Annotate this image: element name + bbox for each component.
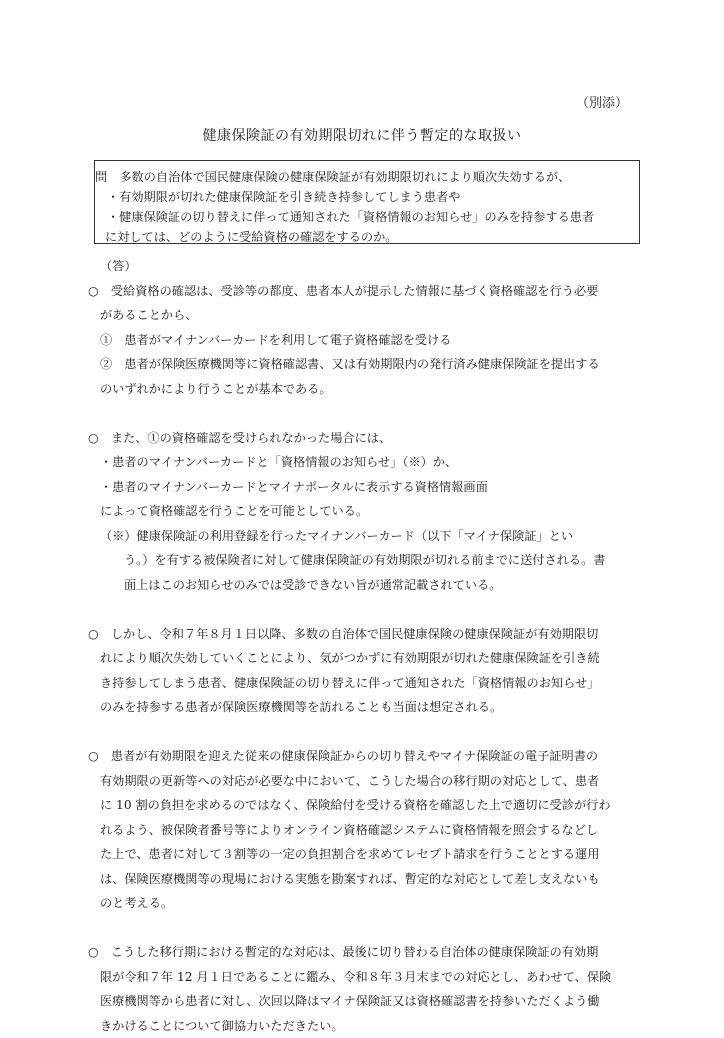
paragraph-line: た上で、患者に対して３割等の一定の負担割合を求めてレセプト請求を行うこととする運用 bbox=[88, 842, 640, 867]
paragraph-line: ・患者のマイナンバーカードと「資格情報のお知らせ」（※）か、 bbox=[88, 450, 640, 475]
question-line: ・有効期限が切れた健康保険証を引き続き持参してしまう患者や bbox=[95, 187, 629, 207]
paragraph-line: のみを持参する患者が保険医療機関等を訪れることも当面は想定される。 bbox=[88, 695, 640, 720]
paragraph-line: きかけることについて御協力いただきたい。 bbox=[88, 1014, 640, 1038]
paragraph-line: 限が令和７年 12 月１日であることに鑑み、令和８年３月末までの対応とし、あわせて、保険 bbox=[88, 965, 640, 990]
answer-label: （答） bbox=[88, 254, 640, 279]
paragraph-line: は、保険医療機関等の現場における実態を勘案すれば、暫定的な対応として差し支えないも bbox=[88, 867, 640, 892]
paragraph-line: ・患者のマイナンバーカードとマイナポータルに表示する資格情報画面 bbox=[88, 475, 640, 500]
note-line: 面上はこのお知らせのみでは受診できない旨が通常記載されている。 bbox=[88, 573, 640, 598]
paragraph-line: によって資格確認を行うことを可能としている。 bbox=[88, 499, 640, 524]
paragraph-line: れにより順次失効していくことにより、気がつかずに有効期限が切れた健康保険証を引き続 bbox=[88, 646, 640, 671]
note-line: う。）を有する被保険者に対して健康保険証の有効期限が切れる前までに送付される。書 bbox=[88, 548, 640, 573]
paragraph-line: ○ 受給資格の確認は、受診等の都度、患者本人が提示した情報に基づく資格確認を行う必要 bbox=[88, 279, 640, 304]
answer-body bbox=[88, 254, 640, 1038]
question-line: 問 多数の自治体で国民健康保険の健康保険証が有効期限切れにより順次失効するが、 bbox=[95, 167, 629, 187]
paragraph-line: があることから、 bbox=[88, 303, 640, 328]
paragraph-line: き持参してしまう患者、健康保険証の切り替えに伴って通知された「資格情報のお知らせ」 bbox=[88, 671, 640, 696]
paragraph-line: ○ こうした移行期における暫定的な対応は、最後に切り替わる自治体の健康保険証の有効期 bbox=[88, 940, 640, 965]
note-line: （※）健康保険証の利用登録を行ったマイナンバーカード（以下「マイナ保険証」とい bbox=[88, 524, 640, 549]
paragraph-line: のいずれかにより行うことが基本である。 bbox=[88, 377, 640, 402]
attachment-label: （別添） bbox=[576, 92, 628, 111]
question-line: に対しては、どのように受給資格の確認をするのか。 bbox=[95, 227, 629, 247]
paragraph-line: ○ また、①の資格確認を受けられなかった場合には、 bbox=[88, 426, 640, 451]
paragraph-line: 医療機関等から患者に対し、次回以降はマイナ保険証又は資格確認書を持参いただくよう働 bbox=[88, 989, 640, 1014]
document-title: 健康保険証の有効期限切れに伴う暫定的な取扱い bbox=[0, 125, 724, 145]
question-box bbox=[94, 160, 640, 244]
paragraph-line: ○ 患者が有効期限を迎えた従来の健康保険証からの切り替えやマイナ保険証の電子証明書の bbox=[88, 744, 640, 769]
paragraph-line: に 10 割の負担を求めるのではなく、保険給付を受ける資格を確認した上で適切に受診が行わ bbox=[88, 793, 640, 818]
paragraph-line: のと考える。 bbox=[88, 891, 640, 916]
paragraph-line: 有効期限の更新等への対応が必要な中において、こうした場合の移行期の対応として、患者 bbox=[88, 769, 640, 794]
paragraph-line: れるよう、被保険者番号等によりオンライン資格確認システムに資格情報を照会するなどし bbox=[88, 818, 640, 843]
paragraph-line: ② 患者が保険医療機関等に資格確認書、又は有効期限内の発行済み健康保険証を提出する bbox=[88, 352, 640, 377]
question-line: ・健康保険証の切り替えに伴って通知された「資格情報のお知らせ」のみを持参する患者 bbox=[95, 207, 629, 227]
paragraph-line: ○ しかし、令和７年８月１日以降、多数の自治体で国民健康保険の健康保険証が有効期限切 bbox=[88, 622, 640, 647]
paragraph-line: ① 患者がマイナンバーカードを利用して電子資格確認を受ける bbox=[88, 328, 640, 353]
